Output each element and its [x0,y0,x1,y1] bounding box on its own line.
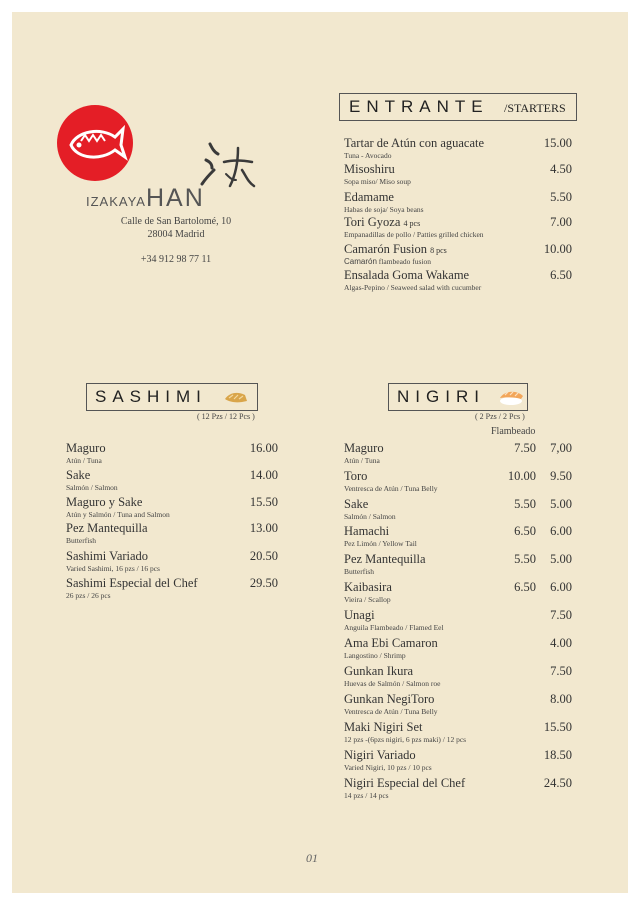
address-line-2: 28004 Madrid [147,229,205,240]
item-price-flambeado: 24.50 [543,776,572,790]
item-name: Pez Mantequilla [344,552,426,566]
sashimi-portion: ( 12 Pzs / 12 Pcs ) [197,412,255,421]
item-desc: Vieira / Scallop [344,595,391,604]
item-desc: Pez Limón / Yellow Tail [344,539,417,548]
item-name: Sashimi Variado [66,549,149,563]
item-desc: Anguila Flambeado / Flamed Eel [344,623,444,632]
nigiri-portion: ( 2 Pzs / 2 Pcs ) [475,412,525,421]
item-desc: Salmón / Salmon [344,512,396,521]
item-name [344,215,420,230]
item-qty: 4 pcs [403,219,421,228]
item-desc: Huevas de Salmón / Salmon roe [344,679,441,688]
item-price-flambeado: 5.00 [550,497,572,511]
item-price: 6.50 [514,524,536,538]
item-name: Tartar de Atún con aguacate [344,136,485,150]
item-price-flambeado: 8.00 [550,692,572,706]
item-desc: Atún / Tuna [66,456,102,465]
item-name: Maki Nigiri Set [344,720,423,734]
brand-name-big: HAN [145,184,205,212]
brand-name-small: IZAKAYA [86,194,146,209]
item-price: 13.00 [249,521,278,535]
item-price-flambeado: 9.50 [550,469,572,483]
item-price-flambeado: 7,00 [550,441,572,455]
item-price: 15.50 [249,495,278,509]
item-name: Ama Ebi Camaron [344,636,438,650]
item-desc: Varied Sashimi, 16 pzs / 16 pcs [66,564,160,573]
item-name: Kaibasira [344,580,392,594]
item-desc: Habas de soja/ Soya beans [344,205,424,214]
item-price-flambeado: 7.50 [550,664,572,678]
item-desc: Varied Nigiri, 10 pzs / 10 pcs [344,763,432,772]
item-price: 10.00 [543,242,572,256]
item-name: Unagi [344,608,375,622]
entrante-title: ENTRANTE [349,97,489,116]
item-qty: 8 pcs [430,246,447,255]
address-line-1: Calle de San Bartolomé, 10 [120,216,232,227]
item-price-flambeado: 5.00 [550,552,572,566]
item-name: Sake [344,497,369,511]
page-number: 01 [306,851,318,865]
item-price: 20.50 [249,549,278,563]
entrante-subtitle: /STARTERS [504,101,566,115]
item-name: Edamame [344,190,394,204]
item-desc: Algas-Pepino / Seaweed salad with cucumber [344,283,482,292]
item-desc-prefix: Camarón [344,257,377,266]
nigiri-title: NIGIRI [397,387,485,406]
item-name: Gunkan NegiToro [344,692,435,706]
item-desc: Sopa miso/ Miso soup [344,177,411,186]
item-name: Nigiri Variado [344,748,416,762]
nigiri-icon [497,387,525,407]
item-name: Maguro [344,441,384,455]
item-price: 16.00 [249,441,278,455]
item-price: 15.00 [543,136,572,150]
item-name: Ensalada Goma Wakame [344,268,470,282]
item-price: 6.50 [550,268,572,282]
item-price: 7.00 [550,215,572,229]
item-desc: Salmón / Salmon [66,483,118,492]
item-name-text: Tori Gyoza [344,215,401,229]
item-price: 5.50 [514,497,536,511]
item-price-flambeado: 15.50 [543,720,572,734]
item-price: 5.50 [550,190,572,204]
item-desc: Ventresca de Atún / Tuna Belly [344,484,438,493]
item-desc: 14 pzs / 14 pcs [344,791,389,800]
item-name: Nigiri Especial del Chef [344,776,466,790]
item-name: Maguro y Sake [66,495,143,509]
item-price-flambeado: 18.50 [543,748,572,762]
item-name: Misoshiru [344,162,395,176]
item-desc: Butterfish [66,536,96,545]
item-name: Maguro [66,441,106,455]
item-name: Hamachi [344,524,390,538]
logo-red-circle [57,105,133,181]
sashimi-header-box [86,383,258,411]
phone-number: +34 912 98 77 11 [140,254,212,265]
item-desc: Atún / Tuna [344,456,380,465]
item-desc: Atún y Salmón / Tuna and Salmon [66,510,170,519]
entrante-header-box [339,93,577,121]
item-price-flambeado: 7.50 [550,608,572,622]
item-price: 10.00 [507,469,536,483]
item-price-flambeado: 4.00 [550,636,572,650]
item-price: 5.50 [514,552,536,566]
item-desc: 12 pzs -(6pzs nigiri, 6 pzs maki) / 12 pcs [344,735,467,744]
item-desc-text: flambeado fusion [376,257,432,266]
sashimi-icon [223,389,249,405]
item-price-flambeado: 6.00 [550,524,572,538]
item-name: Pez Mantequilla [66,521,148,535]
item-desc: Langostino / Shrimp [344,651,406,660]
nigiri-header-box [388,383,528,411]
item-price: 7.50 [514,441,536,455]
flambeado-column-header: Flambeado [491,426,536,437]
item-desc: Butterfish [344,567,374,576]
item-name: Toro [344,469,368,483]
fish-logo-icon [57,105,133,181]
item-desc: 26 pzs / 26 pcs [66,591,111,600]
item-name-text: Camarón Fusion [344,242,427,256]
item-desc [344,257,431,266]
item-desc: Tuna - Avocado [344,151,392,160]
item-price: 6.50 [514,580,536,594]
item-price: 14.00 [249,468,278,482]
sashimi-title: SASHIMI [95,387,207,406]
item-desc: Empanadillas de pollo / Patties grilled chicken [344,230,484,239]
item-desc: Ventresca de Atún / Tuna Belly [344,707,438,716]
item-name: Sashimi Especial del Chef [66,576,198,590]
brush-calligraphy-icon [196,140,258,202]
item-name: Gunkan Ikura [344,664,414,678]
item-price: 29.50 [249,576,278,590]
item-name [344,242,447,257]
item-name: Sake [66,468,91,482]
brand-wordmark [86,184,205,213]
item-price-flambeado: 6.00 [550,580,572,594]
item-price: 4.50 [550,162,572,176]
